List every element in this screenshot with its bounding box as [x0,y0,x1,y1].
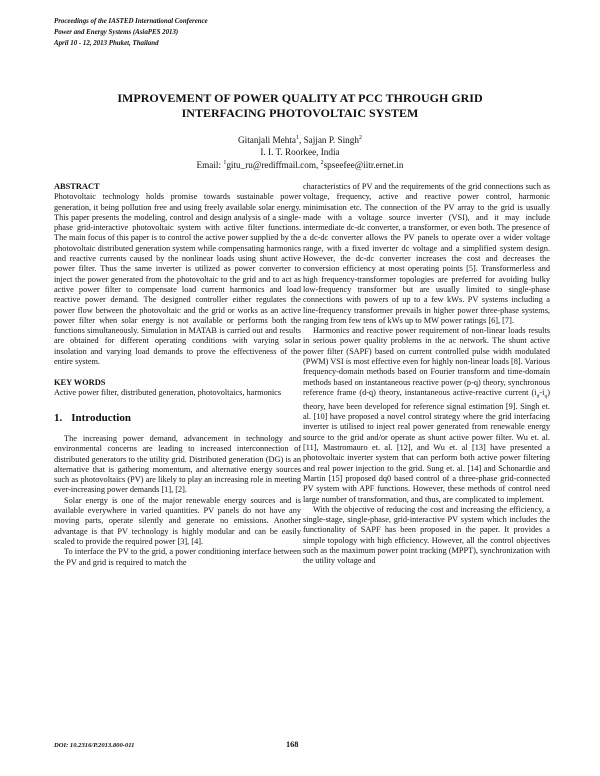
email-label: Email: [196,160,224,171]
title-line-1: IMPROVEMENT OF POWER QUALITY AT PCC THROUGH GRID [117,91,483,105]
conference-name: Proceedings of the IASTED International Conference [54,18,208,25]
section-title: Introduction [71,411,131,424]
conference-header [54,16,208,49]
p2-sub-q: q [544,393,548,400]
introduction-heading [54,411,301,425]
affiliation: I. I. T. Roorkee, India [260,146,340,157]
emails [60,158,540,172]
p2-text-mid: -i [539,387,545,397]
p2-sub-d: d [536,393,540,400]
doi: DOI: 10.2316/P.2013.800-011 [54,742,135,749]
email-1-mark: 1 [223,160,227,167]
author-names [60,133,540,147]
abstract-text: Photovoltaic technology holds promise towards sustainable power generation, it being pollution free and using freely available solar energy. This paper presents the modeling, control and design analysis of a single-phase grid-interactive photovoltaic system with active filter functions. The main focus of this paper is to control the active power supplied by the photovoltaic distributed generation system while compensating harmonics and reactive currents caused by the nonlinear loads using shunt active power filter. Thus the same inverter is utilized as power converter to inject the power generated from the photovoltaic to the grid and to act as active power filter to compensate load current harmonics and load reactive power demand. The designed controller either regulates the power flow between the photovoltaic and the grid or works as an active power filter when solar energy is not available or performs both the functions simultaneously. Simulation in MATAB is carried out and results are obtained for different operating conditions with varying solar insolation and varying load demands to prove the effectiveness of the entire system. [54,192,301,367]
paper-title [60,91,540,121]
conference-date: April 10 - 12, 2013 Phuket, Thailand [54,40,159,47]
author-2: Sajjan P. Singh [303,135,359,146]
email-2: spseefee@iitr.ernet.in [323,160,404,171]
abstract-heading: ABSTRACT [54,182,100,191]
intro-paragraph-3: To interface the PV to the grid, a power conditioning interface between the PV and grid is required to match the [54,547,301,567]
left-column [54,182,301,568]
right-paragraph-2 [303,326,550,505]
section-number: 1. [54,411,63,424]
title-line-2: INTERFACING PHOTOVOLTAIC SYSTEM [181,106,419,120]
conference-track: Power and Energy Systems (AsiaPES 2013) [54,29,179,36]
keywords-text: Active power filter, distributed generation, photovoltaics, harmonics [54,388,282,398]
right-column [303,182,550,567]
spacer [54,367,301,378]
author-block [60,133,540,172]
intro-paragraph-2: Solar energy is one of the major renewable energy sources and is available everywhere in varied quantities. PV panels do not have any moving parts, operate silently and generate no emissions. Another advantage is that PV technology is highly modular and can be easily scaled to provide the required power [3], [4]. [54,495,301,546]
keywords-heading: KEY WORDS [54,377,106,387]
page-number: 168 [286,740,299,749]
author-separator: , [298,135,304,146]
author-1: Gitanjali Mehta [238,135,296,146]
right-paragraph-3: With the objective of reducing the cost and increasing the efficiency, a single-stage, single-phase, grid-interactive PV system which includes the functionality of SAPF has been proposed in the paper. It provides a simple topology with high efficiency. However, all the control objectives such as the maximum power point tracking (MPPT), synchronization with the utility voltage and [303,504,550,566]
p2-text-a: Harmonics and reactive power requirement of non-linear loads results in serious power quality problems in the ac network. The shunt active power filter (SAPF) based on current controlled pulse width modulated (PWM) VSI is most effective even for highly non-linear loads [8]. Various frequency-domain methods based on Fourier transform and time-domain methods based on instantaneous reactive power (p-q) theory, synchronous reference frame (d-q) theory, instantaneous active-reactive current (i [303,326,551,397]
right-paragraph-1: characteristics of PV and the requirements of the grid connections such as voltage, frequency, active and reactive power control, harmonic minimisation etc. The connection of the PV array to the grid is usually made with a voltage source inverter (VSI), and it may include intermediate dc-dc converter, a transformer, or even both. The presence of a dc-dc converter allows the PV panels to operate over a wider voltage range, with a fixed inverter dc voltage and a simplified system design. However, the dc-dc converter increases the cost and decreases the conversion efficiency at most operating points [5]. Transformerless and high frequency-transformer topologies are preferred for avoiding bulky low-frequency transformer but are usually limited to single-phase connections with powers of up to a few kWs. PV systems including a line-frequency transformer prevails in higher power three-phase systems, ranging from few tens of kWs up to MW power ratings [6], [7]. [303,182,550,325]
intro-paragraph-1: The increasing power demand, advancement in technology and environmental concerns are leading to increased interconnection of distributed generators to the utility grid. Distributed generation (DG) is an alternative that is gathering momentum, and alternative energy sources such as photovoltaics (PV) are likely to play an increasing role in meeting ever-increasing power demands [1], [2]. [54,433,301,495]
spacer [54,398,301,409]
author-2-mark: 2 [358,135,362,141]
email-1: gitu_ru@rediffmail.com, [226,160,321,171]
p2-text-b: ) theory, have been developed for reference signal estimation [9]. Singh et. al. [10] have proposed a novel control strategy where the grid interfacing inverter is utilised to inject real power generated from renewable energy source to the grid and/or operate as shunt active power filter. Wu et. al. [11], Mastromauro et. al. [12], and Wu et. al [13] have presented a photovoltaic inverter system that can perform both active power filtering and real power injection to the grid. Sung et. al. [14] and Schonardie and Martin [15] proposed dq0 based control of a three-phase grid-connected PV system with APF functions. However, these methods of control need large number of transformation, and thus, are complicated to implement. [303,387,550,504]
email-2-mark: 2 [320,160,324,167]
author-1-mark: 1 [295,135,299,141]
